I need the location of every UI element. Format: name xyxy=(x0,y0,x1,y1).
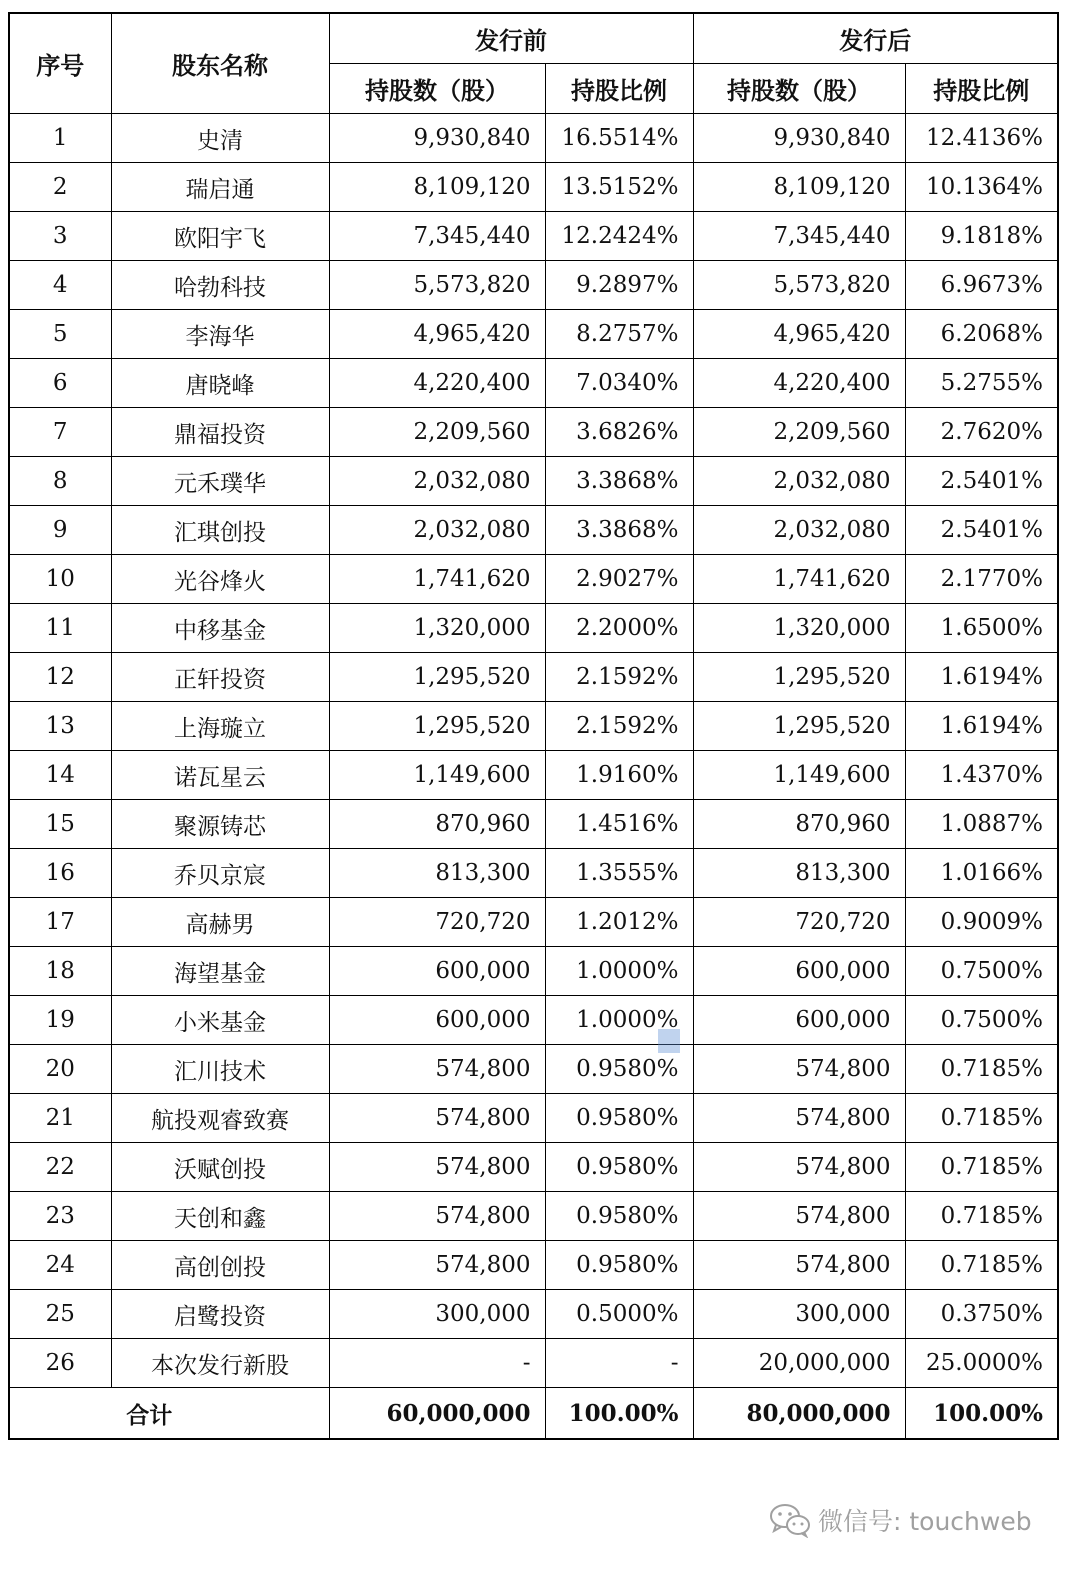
cell-seq: 25 xyxy=(9,1290,111,1339)
table-row xyxy=(9,604,1058,653)
cell-shareholder-name: 启鹭投资 xyxy=(111,1290,329,1339)
header-post-shares: 持股数（股） xyxy=(693,64,905,114)
cell-shareholder-name: 本次发行新股 xyxy=(111,1339,329,1388)
cell-post-shares: 1,295,520 xyxy=(693,653,905,702)
cell-pre-shares: 8,109,120 xyxy=(329,163,545,212)
cell-pre-pct: 0.5000% xyxy=(545,1290,693,1339)
cell-post-shares: 300,000 xyxy=(693,1290,905,1339)
cell-seq: 20 xyxy=(9,1045,111,1094)
cell-pre-shares: 574,800 xyxy=(329,1143,545,1192)
cell-post-shares: 1,741,620 xyxy=(693,555,905,604)
total-post-pct: 100.00% xyxy=(905,1388,1058,1440)
cell-post-pct: 0.7185% xyxy=(905,1192,1058,1241)
cell-pre-pct: 7.0340% xyxy=(545,359,693,408)
cell-shareholder-name: 中移基金 xyxy=(111,604,329,653)
cell-pre-shares: 720,720 xyxy=(329,898,545,947)
cell-post-pct: 0.7185% xyxy=(905,1241,1058,1290)
cell-shareholder-name: 小米基金 xyxy=(111,996,329,1045)
cell-seq: 22 xyxy=(9,1143,111,1192)
cell-shareholder-name: 光谷烽火 xyxy=(111,555,329,604)
cell-shareholder-name: 乔贝京宸 xyxy=(111,849,329,898)
table-row xyxy=(9,457,1058,506)
cell-post-pct: 0.7185% xyxy=(905,1045,1058,1094)
cell-seq: 11 xyxy=(9,604,111,653)
cell-post-shares: 870,960 xyxy=(693,800,905,849)
cell-seq: 15 xyxy=(9,800,111,849)
cell-post-pct: 9.1818% xyxy=(905,212,1058,261)
cell-post-shares: 574,800 xyxy=(693,1192,905,1241)
cell-pre-shares: 574,800 xyxy=(329,1045,545,1094)
table-row xyxy=(9,1241,1058,1290)
cell-post-pct: 0.7500% xyxy=(905,996,1058,1045)
cell-pre-shares: 600,000 xyxy=(329,996,545,1045)
cell-pre-shares: 7,345,440 xyxy=(329,212,545,261)
table-row xyxy=(9,506,1058,555)
cell-seq: 2 xyxy=(9,163,111,212)
table-row xyxy=(9,849,1058,898)
cell-post-shares: 4,220,400 xyxy=(693,359,905,408)
cell-pre-shares: 1,295,520 xyxy=(329,702,545,751)
cell-seq: 8 xyxy=(9,457,111,506)
cell-pre-pct: 16.5514% xyxy=(545,114,693,163)
table-row xyxy=(9,212,1058,261)
cell-seq: 17 xyxy=(9,898,111,947)
cell-pre-pct: 1.3555% xyxy=(545,849,693,898)
cell-post-pct: 6.9673% xyxy=(905,261,1058,310)
cell-shareholder-name: 唐晓峰 xyxy=(111,359,329,408)
cell-pre-pct: 0.9580% xyxy=(545,1241,693,1290)
cell-post-shares: 4,965,420 xyxy=(693,310,905,359)
cell-pre-pct: 2.2000% xyxy=(545,604,693,653)
total-post-shares: 80,000,000 xyxy=(693,1388,905,1440)
header-pre-issue: 发行前 xyxy=(329,13,693,64)
cell-shareholder-name: 天创和鑫 xyxy=(111,1192,329,1241)
cell-pre-shares: 574,800 xyxy=(329,1094,545,1143)
cell-pre-shares: 2,032,080 xyxy=(329,506,545,555)
cell-pre-pct: 1.2012% xyxy=(545,898,693,947)
cell-pre-pct: 1.0000% xyxy=(545,947,693,996)
cell-post-pct: 12.4136% xyxy=(905,114,1058,163)
header-row-group xyxy=(9,13,1058,64)
cell-post-pct: 1.6500% xyxy=(905,604,1058,653)
cell-pre-pct: 8.2757% xyxy=(545,310,693,359)
cell-pre-pct: 0.9580% xyxy=(545,1094,693,1143)
cell-pre-pct: 2.9027% xyxy=(545,555,693,604)
cell-seq: 13 xyxy=(9,702,111,751)
cell-shareholder-name: 正轩投资 xyxy=(111,653,329,702)
cell-post-pct: 0.7185% xyxy=(905,1094,1058,1143)
cell-seq: 19 xyxy=(9,996,111,1045)
table-row xyxy=(9,751,1058,800)
cell-shareholder-name: 聚源铸芯 xyxy=(111,800,329,849)
table-row xyxy=(9,1143,1058,1192)
cell-pre-shares: 4,220,400 xyxy=(329,359,545,408)
cell-seq: 10 xyxy=(9,555,111,604)
cell-pre-shares: 4,965,420 xyxy=(329,310,545,359)
cell-post-pct: 6.2068% xyxy=(905,310,1058,359)
cell-seq: 26 xyxy=(9,1339,111,1388)
cell-pre-shares: 600,000 xyxy=(329,947,545,996)
cell-shareholder-name: 上海璇立 xyxy=(111,702,329,751)
cell-post-shares: 600,000 xyxy=(693,996,905,1045)
table-row xyxy=(9,1339,1058,1388)
total-row xyxy=(9,1388,1058,1440)
table-row xyxy=(9,310,1058,359)
cell-shareholder-name: 汇琪创投 xyxy=(111,506,329,555)
cell-shareholder-name: 瑞启通 xyxy=(111,163,329,212)
cell-post-pct: 0.7185% xyxy=(905,1143,1058,1192)
cell-pre-pct: 12.2424% xyxy=(545,212,693,261)
table-row xyxy=(9,1290,1058,1339)
cell-post-shares: 1,149,600 xyxy=(693,751,905,800)
cell-pre-shares: 574,800 xyxy=(329,1241,545,1290)
cell-pre-shares: 1,741,620 xyxy=(329,555,545,604)
table-row xyxy=(9,261,1058,310)
cell-post-pct: 10.1364% xyxy=(905,163,1058,212)
cell-shareholder-name: 史清 xyxy=(111,114,329,163)
cell-shareholder-name: 沃赋创投 xyxy=(111,1143,329,1192)
table-row xyxy=(9,1045,1058,1094)
cell-pre-pct: - xyxy=(545,1339,693,1388)
cell-post-shares: 5,573,820 xyxy=(693,261,905,310)
table-row xyxy=(9,1192,1058,1241)
shareholder-table xyxy=(8,12,1059,1440)
cell-post-shares: 1,320,000 xyxy=(693,604,905,653)
cell-post-shares: 20,000,000 xyxy=(693,1339,905,1388)
cell-post-pct: 2.5401% xyxy=(905,506,1058,555)
total-pre-pct: 100.00% xyxy=(545,1388,693,1440)
cell-pre-shares: 574,800 xyxy=(329,1192,545,1241)
cell-post-pct: 1.4370% xyxy=(905,751,1058,800)
cell-pre-shares: 2,032,080 xyxy=(329,457,545,506)
cell-pre-shares: 300,000 xyxy=(329,1290,545,1339)
header-post-issue: 发行后 xyxy=(693,13,1058,64)
cell-pre-shares: - xyxy=(329,1339,545,1388)
cell-pre-pct: 13.5152% xyxy=(545,163,693,212)
cell-pre-pct: 0.9580% xyxy=(545,1143,693,1192)
header-seq: 序号 xyxy=(9,13,111,114)
cell-post-shares: 9,930,840 xyxy=(693,114,905,163)
cell-pre-pct: 3.6826% xyxy=(545,408,693,457)
cell-post-shares: 7,345,440 xyxy=(693,212,905,261)
cell-post-pct: 0.9009% xyxy=(905,898,1058,947)
cell-shareholder-name: 欧阳宇飞 xyxy=(111,212,329,261)
cell-pre-shares: 870,960 xyxy=(329,800,545,849)
cell-shareholder-name: 元禾璞华 xyxy=(111,457,329,506)
cell-post-pct: 2.1770% xyxy=(905,555,1058,604)
table-body xyxy=(9,114,1058,1388)
cell-seq: 1 xyxy=(9,114,111,163)
cell-pre-pct: 2.1592% xyxy=(545,702,693,751)
cell-seq: 5 xyxy=(9,310,111,359)
cell-shareholder-name: 诺瓦星云 xyxy=(111,751,329,800)
cell-pre-shares: 9,930,840 xyxy=(329,114,545,163)
total-label: 合计 xyxy=(9,1388,329,1440)
cell-post-pct: 1.6194% xyxy=(905,702,1058,751)
total-pre-shares: 60,000,000 xyxy=(329,1388,545,1440)
cell-post-shares: 574,800 xyxy=(693,1045,905,1094)
table-row xyxy=(9,1094,1058,1143)
cell-seq: 6 xyxy=(9,359,111,408)
cell-pre-shares: 813,300 xyxy=(329,849,545,898)
cell-post-shares: 720,720 xyxy=(693,898,905,947)
cell-post-shares: 2,032,080 xyxy=(693,457,905,506)
cell-post-pct: 1.6194% xyxy=(905,653,1058,702)
cell-post-pct: 1.0887% xyxy=(905,800,1058,849)
cell-shareholder-name: 哈勃科技 xyxy=(111,261,329,310)
table-row xyxy=(9,408,1058,457)
cell-post-pct: 0.3750% xyxy=(905,1290,1058,1339)
cell-shareholder-name: 李海华 xyxy=(111,310,329,359)
cell-post-shares: 813,300 xyxy=(693,849,905,898)
cell-seq: 12 xyxy=(9,653,111,702)
cell-shareholder-name: 航投观睿致赛 xyxy=(111,1094,329,1143)
cell-pre-shares: 5,573,820 xyxy=(329,261,545,310)
header-post-pct: 持股比例 xyxy=(905,64,1058,114)
cell-seq: 7 xyxy=(9,408,111,457)
cell-seq: 24 xyxy=(9,1241,111,1290)
wechat-icon xyxy=(768,1502,812,1538)
table-row xyxy=(9,702,1058,751)
table-row xyxy=(9,898,1058,947)
cell-seq: 9 xyxy=(9,506,111,555)
cell-seq: 4 xyxy=(9,261,111,310)
cell-pre-pct: 1.9160% xyxy=(545,751,693,800)
text-selection-highlight xyxy=(658,1029,680,1053)
cell-seq: 23 xyxy=(9,1192,111,1241)
cell-shareholder-name: 海望基金 xyxy=(111,947,329,996)
cell-shareholder-name: 高赫男 xyxy=(111,898,329,947)
table-row xyxy=(9,163,1058,212)
cell-pre-pct: 9.2897% xyxy=(545,261,693,310)
cell-pre-pct: 0.9580% xyxy=(545,1192,693,1241)
cell-pre-pct: 1.0000% xyxy=(545,996,693,1045)
cell-post-shares: 8,109,120 xyxy=(693,163,905,212)
cell-seq: 3 xyxy=(9,212,111,261)
table-row xyxy=(9,800,1058,849)
watermark-text: 微信号: touchweb xyxy=(818,1507,1032,1536)
cell-shareholder-name: 鼎福投资 xyxy=(111,408,329,457)
table-row xyxy=(9,996,1058,1045)
cell-shareholder-name: 高创创投 xyxy=(111,1241,329,1290)
cell-pre-pct: 1.4516% xyxy=(545,800,693,849)
table-row xyxy=(9,114,1058,163)
cell-pre-shares: 1,295,520 xyxy=(329,653,545,702)
cell-pre-shares: 1,149,600 xyxy=(329,751,545,800)
cell-post-pct: 0.7500% xyxy=(905,947,1058,996)
cell-seq: 16 xyxy=(9,849,111,898)
cell-pre-pct: 3.3868% xyxy=(545,506,693,555)
cell-shareholder-name: 汇川技术 xyxy=(111,1045,329,1094)
cell-post-shares: 2,032,080 xyxy=(693,506,905,555)
cell-post-pct: 1.0166% xyxy=(905,849,1058,898)
header-name: 股东名称 xyxy=(111,13,329,114)
cell-post-shares: 2,209,560 xyxy=(693,408,905,457)
cell-post-shares: 574,800 xyxy=(693,1094,905,1143)
cell-post-shares: 574,800 xyxy=(693,1241,905,1290)
cell-seq: 14 xyxy=(9,751,111,800)
cell-pre-shares: 1,320,000 xyxy=(329,604,545,653)
cell-pre-pct: 2.1592% xyxy=(545,653,693,702)
cell-post-pct: 5.2755% xyxy=(905,359,1058,408)
cell-post-pct: 2.5401% xyxy=(905,457,1058,506)
table-row xyxy=(9,555,1058,604)
cell-post-shares: 574,800 xyxy=(693,1143,905,1192)
header-pre-shares: 持股数（股） xyxy=(329,64,545,114)
cell-post-pct: 25.0000% xyxy=(905,1339,1058,1388)
table-row xyxy=(9,947,1058,996)
cell-seq: 18 xyxy=(9,947,111,996)
cell-pre-pct: 3.3868% xyxy=(545,457,693,506)
cell-seq: 21 xyxy=(9,1094,111,1143)
table-row xyxy=(9,653,1058,702)
cell-pre-shares: 2,209,560 xyxy=(329,408,545,457)
watermark xyxy=(768,1502,1032,1538)
cell-post-shares: 600,000 xyxy=(693,947,905,996)
cell-post-shares: 1,295,520 xyxy=(693,702,905,751)
cell-post-pct: 2.7620% xyxy=(905,408,1058,457)
table-row xyxy=(9,359,1058,408)
cell-pre-pct: 0.9580% xyxy=(545,1045,693,1094)
header-pre-pct: 持股比例 xyxy=(545,64,693,114)
